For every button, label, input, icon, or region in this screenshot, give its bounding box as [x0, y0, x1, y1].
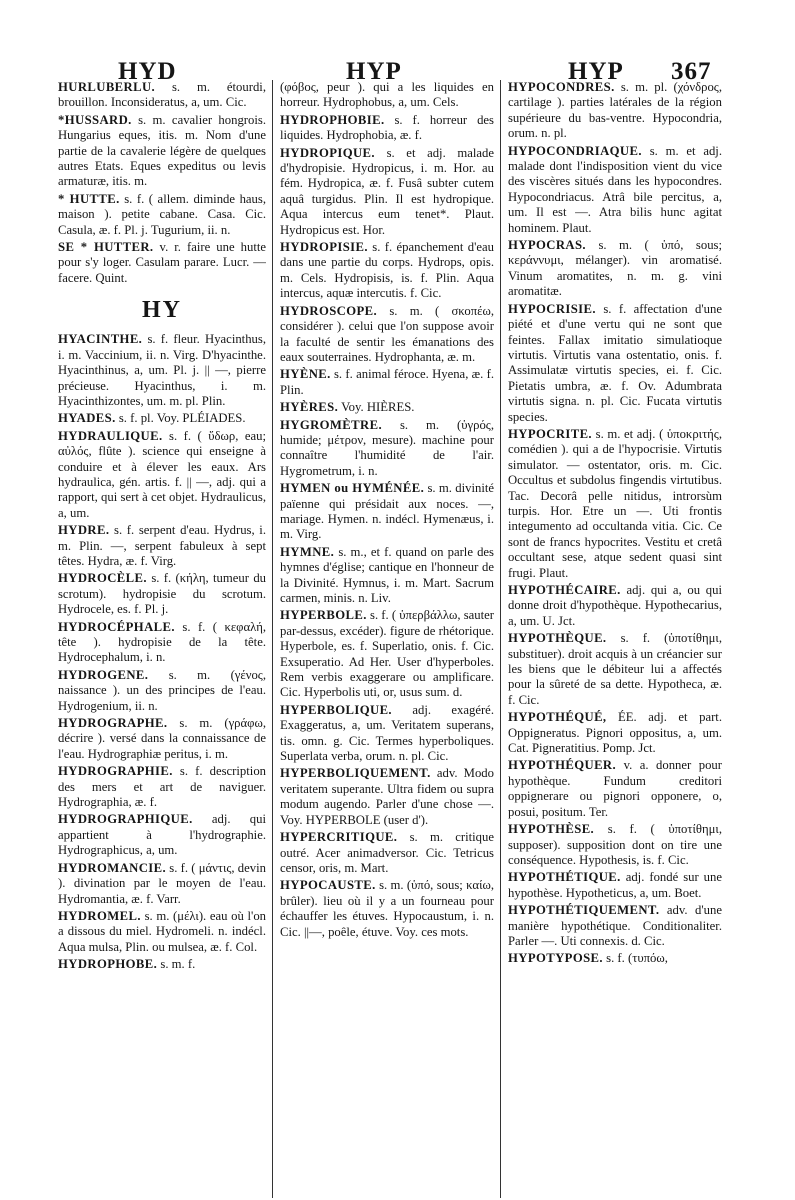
- entry-definition: s. f. pl. Voy. PLÉIADES.: [118, 411, 246, 426]
- section-letter-heading: HY: [142, 297, 182, 324]
- entry-headword: HYMNE.: [280, 544, 335, 559]
- dictionary-entry: [280, 545, 494, 607]
- entry-headword: HYPERCRITIQUE.: [280, 830, 398, 845]
- entry-headword: HYPERBOLIQUEMENT.: [280, 766, 431, 781]
- entry-headword: HYPOTYPOSE.: [508, 951, 603, 966]
- entry-definition: s. f. (κήλη, tumeur du scrotum). hydropisie du scrotum. Hydrocele, es. f. Pl. j.: [58, 571, 266, 617]
- entry-definition: adv. Modo veritatem superante. Ultra fidem ou supra modum augendo. Parler d'une chose —. Voy. HYPERBOLE (user d').: [280, 766, 494, 827]
- dictionary-entry: [58, 957, 266, 972]
- entry-definition: s. f. (τυπόω,: [606, 951, 668, 966]
- dictionary-entry: [508, 758, 722, 820]
- column-2: [280, 80, 494, 1200]
- column-rule: [500, 80, 501, 1198]
- entry-definition: s. m. cavalier hongrois. Hungarius eques, itis. m. Nom d'une partie de la cavalerie légère de quelques autres Etats. Eques expeditus ou levis armaturæ, itis. m.: [58, 112, 266, 189]
- column-rule: [272, 80, 273, 1198]
- dictionary-entry: [508, 583, 722, 629]
- entry-definition: Voy. HIÈRES.: [341, 400, 415, 415]
- entry-headword: HYPOCONDRIAQUE.: [508, 143, 642, 158]
- entry-headword: HYDROPHOBE.: [58, 957, 158, 972]
- dictionary-entry: [280, 878, 494, 940]
- entry-definition: s. m. (γένος, naissance ). un des principes de l'eau. Hydrogenium, ii. n.: [58, 667, 266, 713]
- dictionary-entry: [508, 238, 722, 300]
- dictionary-entry: [58, 668, 266, 714]
- entry-definition: s. f. ( κεφαλή, tête ). hydropisie de la tête. Hydrocephalum, i. n.: [58, 619, 266, 665]
- dictionary-entry: [58, 192, 266, 238]
- dictionary-entry: [280, 400, 494, 415]
- entry-definition: s. m. (γράφω, décrire ). versé dans la connaissance de l'eau. Hydrographiæ peritus, i. m.: [58, 716, 266, 761]
- entry-headword: HYDROCÈLE.: [58, 571, 147, 586]
- entry-headword: HYDROGRAPHIQUE.: [58, 812, 193, 827]
- entry-definition: s. m. pl. (χόνδρος, cartilage ). parties latérales de la région supérieure du bas-ventre. Hypocondria, orum. n. pl.: [508, 80, 722, 141]
- entry-definition: adj. exagéré. Exaggeratus, a, um. Veritatem superans, tis. omn. g. Cic. Termes hyperboliques. Superlata verba, orum. n. pl. Cic.: [280, 702, 494, 764]
- dictionary-entry: [280, 80, 494, 111]
- entry-definition: s. f. ( μάντις, devin ). divination par le moyen de l'eau. Hydromantia, æ. f. Varr.: [58, 860, 266, 906]
- entry-headword: HYÈNE.: [280, 367, 331, 382]
- entry-headword: HYDROPIQUE.: [280, 145, 375, 160]
- entry-headword: HYPOCRAS.: [508, 238, 586, 253]
- dictionary-entry: [58, 620, 266, 666]
- entry-headword: HYPOTHÉCAIRE.: [508, 583, 621, 597]
- entry-headword: HURLUBERLU.: [58, 80, 156, 94]
- entry-definition: ÉE. adj. et part. Oppigneratus. Pignori oppositus, a, um. Cat. Pigneratitius. Pomp. Jct.: [508, 710, 722, 756]
- entry-headword: HYDROCÉPHALE.: [58, 619, 175, 634]
- entry-headword: HYPOTHÉTIQUE.: [508, 870, 621, 885]
- entry-definition: s. f. description des mers et art de naviguer. Hydrographia, æ. f.: [58, 764, 266, 810]
- entry-definition: s. m. (ὑγρός, humide; μέτρον, mesure). machine pour connaître l'humidité de l'air. Hygrometrum, i. n.: [280, 417, 494, 478]
- entry-headword: * HUTTE.: [58, 191, 120, 206]
- entry-headword: HYGROMÈTRE.: [280, 417, 383, 432]
- dictionary-entry: [58, 411, 266, 426]
- dictionary-entry: [508, 302, 722, 425]
- entry-definition: adj. fondé sur une hypothèse. Hypotheticus, a, um. Boet.: [508, 870, 722, 900]
- entry-definition: v. r. faire une hutte pour s'y loger. Casulam parare. Lucr. — facere. Quint.: [58, 240, 266, 285]
- entry-headword: HYDROMANCIE.: [58, 860, 167, 875]
- entry-definition: s. m. (ὑπό, sous; καίω, brûler). lieu où il y a un fourneau pour échauffer les étuves. Hypocaustum, i. n. Cic. ||—, poêle, étuve. Voy. ces mots.: [280, 878, 494, 939]
- entry-definition: s. m. (μέλι). eau où l'on a dissous du miel. Hydromeli. n. indécl. Aqua mulsa, Plin. ou mulsea, æ. f. Col.: [58, 908, 266, 954]
- entry-definition: s. f. ( allem. diminde haus, maison ). petite cabane. Casa. Cic. Casula, æ. f. Pl. j. Tugurium, ii. n.: [58, 191, 266, 237]
- entry-definition: s. m. et adj. ( ὑποκριτής, comédien ). qui a de l'hypocrisie. Virtutis simulator. — ostentator, oris. m. Cic. Occultus et subdolus fingendis virtutibus. Tac. Decorâ pelle nitidus, introrsùm turpis. Hor. Etre un —. Uti frontis integumento ad occultanda vitia. Cic. Ce sont de francs hypocrites. Vestitu et cretâ occultant sese, atque sedent quasi sint frugi. Plaut.: [508, 426, 722, 580]
- entry-headword: HYPOTHÉQUER.: [508, 758, 617, 773]
- dictionary-entry: [58, 716, 266, 762]
- dictionary-entry: [280, 304, 494, 366]
- entry-definition: s. m. f.: [160, 957, 196, 972]
- entry-headword: HYDRAULIQUE.: [58, 428, 163, 443]
- dictionary-entry: [280, 240, 494, 302]
- entry-definition: s. f. ( ὑποτίθημι, supposer). supposition dont on tire une conséquence. Hypothesis, is. f. Cic.: [508, 822, 722, 867]
- entry-headword: HYDROPISIE.: [280, 240, 368, 255]
- entry-definition: adj. qui appartient à l'hydrographie. Hydrographicus, a, um.: [58, 812, 266, 858]
- entry-definition: s. f. ( ὑπερβάλλω, sauter par-dessus, excéder). figure de rhétorique. Hyperbole, es. f. Superlatio, onis. f. Cic. Exsuperatio. Ad Her. User d'hyperboles. Rem verbis exaggerare ou amplificare. Cic. Hyperbolis uti, or, usus sum. d.: [280, 608, 494, 700]
- entry-definition: s. m. critique outré. Acer animadversor. Cic. Tetricus censor, oris, m. Mart.: [280, 830, 494, 875]
- dictionary-entry: [58, 764, 266, 810]
- entry-headword: HYPOCAUSTE.: [280, 878, 376, 893]
- dictionary-entry: [508, 903, 722, 949]
- entry-definition: s. f. animal féroce. Hyena, æ. f. Plin.: [280, 367, 494, 397]
- entry-definition: s. m. ( σκοπέω, considérer ). celui que l'on suppose avoir la faculté de sentir les émanations des eaux souterraines. Hydrophanta, æ. m.: [280, 303, 494, 364]
- dictionary-entry: [280, 608, 494, 700]
- header-right-guideword: HYP: [568, 58, 624, 85]
- entry-headword: HYDROGRAPHIE.: [58, 764, 173, 779]
- entry-headword: *HUSSARD.: [58, 112, 132, 127]
- entry-headword: HYÈRES.: [280, 400, 339, 415]
- entry-headword: HYADES.: [58, 411, 116, 426]
- entry-definition: s. f. serpent d'eau. Hydrus, i. m. Plin. —, serpent fabuleux à sept têtes. Hydra, æ. f. Virg.: [58, 523, 266, 568]
- dictionary-entry: [280, 830, 494, 876]
- entry-definition: s. f. affectation d'une piété et d'une vertu qui ne sont que feintes. Fallax imitatio simulatioque virtutis. Virtutis vana ostentatio, onis. f. Assimulatæ virtutis species, ei. f. Cic. Pietatis umbra, æ. f. Ov. Adumbrata virtutis signa. n. pl. Cic. Fucata virtutis species.: [508, 301, 722, 424]
- entry-headword: HYDROMEL.: [58, 908, 141, 923]
- entry-definition: (φόβος, peur ). qui a les liquides en horreur. Hydrophobus, a, um. Cels.: [280, 80, 494, 110]
- dictionary-entry: [58, 113, 266, 190]
- dictionary-entry: [280, 113, 494, 144]
- dictionary-entry: [280, 418, 494, 480]
- entry-definition: s. f. (ὑποτίθημι, substituer). droit acquis à un créancier sur les biens que le débiteur lui a affectés pour la sûreté de sa dette. Hypotheca, æ. f. Cic.: [508, 631, 722, 707]
- entry-headword: HYPOCRITE.: [508, 426, 593, 441]
- dictionary-entry: [58, 571, 266, 617]
- dictionary-entry: [58, 812, 266, 858]
- header-left-guideword: HYD: [118, 58, 177, 85]
- column-1: [58, 80, 266, 1200]
- entry-headword: HYPOCRISIE.: [508, 301, 596, 316]
- dictionary-entry: [280, 703, 494, 765]
- dictionary-entry: [280, 481, 494, 543]
- dictionary-entry: [508, 631, 722, 708]
- entry-definition: s. m. ( ὑπό, sous; κεράννυμι, mélanger). vin aromatisé. Vinum aromatites, n. m. g. vini aromatitæ.: [508, 238, 722, 299]
- dictionary-entry: [280, 766, 494, 828]
- entry-definition: s. m. étourdi, brouillon. Inconsideratus, a, um. Cic.: [58, 80, 266, 110]
- dictionary-entry: [58, 523, 266, 569]
- entry-headword: HYPOTHÈQUE.: [508, 631, 607, 646]
- entry-headword: HYPOCONDRES.: [508, 80, 615, 94]
- entry-headword: HYDRE.: [58, 523, 110, 538]
- dictionary-entry: [508, 427, 722, 581]
- entry-definition: s. m. et adj. malade dont l'indisposition vient du vice des viscères situés dans les hypocondres. Hypocondriacus. Atrâ bile percitus, a, um. Il est —. Atra bilis hunc agitat hominem. Plaut.: [508, 143, 722, 235]
- dictionary-entry: [508, 710, 722, 756]
- dictionary-entry: [508, 144, 722, 236]
- dictionary-entry: [58, 909, 266, 955]
- entry-definition: s. et adj. malade d'hydropisie. Hydropicus, i. m. Hor. au fém. Hydropica, æ. f. Fusâ subter cutem aquâ turgidus. Plin. Il est hydropique. Aqua intercus eum tenet*. Plaut. Hydropicus est. Hor.: [280, 145, 494, 237]
- dictionary-entry: [58, 429, 266, 521]
- entry-headword: HYPERBOLE.: [280, 608, 367, 623]
- dictionary-entry: [280, 367, 494, 398]
- entry-headword: HYPOTHÉQUÉ,: [508, 710, 607, 725]
- entry-headword: HYDROGENE.: [58, 667, 149, 682]
- dictionary-entry: [508, 80, 722, 142]
- dictionary-entry: [280, 146, 494, 238]
- dictionary-entry: [508, 951, 722, 966]
- dictionary-entry: [508, 870, 722, 901]
- entry-definition: s. f. épanchement d'eau dans une partie du corps. Hydrops, opis. m. Cels. Hydropisis, is. f. Plin. Aqua intercus, aquæ intercutis. f. Cic.: [280, 240, 494, 301]
- page-number: 367: [671, 58, 712, 85]
- dictionary-entry: [58, 332, 266, 409]
- column-3: [508, 80, 722, 1200]
- dictionary-entry: [58, 240, 266, 286]
- header-center-guideword: HYP: [346, 58, 402, 85]
- dictionary-entry: [508, 822, 722, 868]
- entry-definition: s. m., et f. quand on parle des hymnes d'église; cantique en l'honneur de la Divinité. Hymnus, i. m. Mart. Sacrum carmen, minis. n. Liv.: [280, 544, 494, 605]
- entry-headword: HYPOTHÉTIQUEMENT.: [508, 903, 660, 918]
- entry-headword: HYDROPHOBIE.: [280, 112, 385, 127]
- dictionary-entry: [58, 80, 266, 111]
- entry-definition: adj. qui a, ou qui donne droit d'hypothèque. Hypothecarius, a, um. U. Jct.: [508, 583, 722, 628]
- entry-definition: s. f. fleur. Hyacinthus, i. m. Vaccinium, ii. n. Virg. D'hyacinthe. Hyacinthinus, a, um. Pl. j. || —, pierre précieuse. Hyacinthus, i. m. Hyacinthizontes, um. m. pl. Plin.: [58, 332, 266, 408]
- entry-definition: s. f. horreur des liquides. Hydrophobia, æ. f.: [280, 112, 494, 143]
- entry-definition: v. a. donner pour hypothèque. Fundum creditori oppignerare ou pignori opponere, o, posui, positum. Ter.: [508, 758, 722, 819]
- entry-headword: HYPOTHÈSE.: [508, 822, 595, 837]
- entry-definition: s. m. divinité païenne qui présidait aux noces. —, mariage. Hymen. n. indécl. Hymenæus, i. m. Virg.: [280, 481, 494, 542]
- entry-headword: SE * HUTTER.: [58, 240, 154, 255]
- entry-headword: HYPERBOLIQUE.: [280, 702, 393, 717]
- entry-headword: HYACINTHE.: [58, 332, 143, 347]
- entry-definition: s. f. ( ὕδωρ, eau; αὐλός, flûte ). science qui enseigne à conduire et à élever les eaux. Ars hydraulica, gén. artis. f. || —, adj. qui a rapport, qui sert à cet objet. Hydraulicus, a, um.: [58, 428, 266, 520]
- dictionary-entry: [58, 861, 266, 907]
- entry-headword: HYMEN ou HYMÉNÉE.: [280, 481, 425, 496]
- entry-definition: adv. d'une manière hypothétique. Conditionaliter. Parler —. Uti connexis. d. Cic.: [508, 903, 722, 948]
- entry-headword: HYDROSCOPE.: [280, 303, 378, 318]
- entry-headword: HYDROGRAPHE.: [58, 716, 168, 731]
